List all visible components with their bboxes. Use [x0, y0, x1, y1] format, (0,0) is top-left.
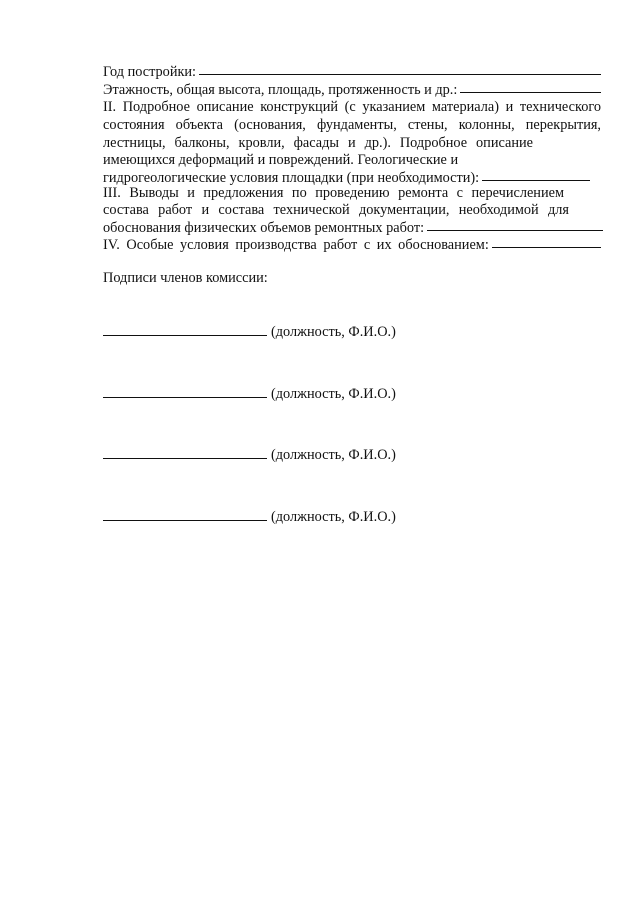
building-params-blank	[460, 80, 601, 93]
year-built-label: Год постройки:	[103, 64, 197, 80]
section-2-line-5: гидрогеологические условия площадки (при необходимости):	[103, 170, 480, 186]
year-built-row	[103, 63, 601, 81]
geology-blank	[482, 168, 590, 181]
repair-works-blank	[427, 218, 603, 231]
signature-row	[103, 323, 396, 341]
building-params-row	[103, 81, 601, 99]
signature-line	[103, 323, 267, 336]
building-params-label: Этажность, общая высота, площадь, протяженность и др.:	[103, 82, 458, 98]
section-3-line-1: III. Выводы и предложения по проведению ремонта с перечислением	[103, 185, 564, 201]
section-2-line-1: II. Подробное описание конструкций (с указанием материала) и технического	[103, 99, 601, 115]
signature-caption: (должность, Ф.И.О.)	[271, 386, 396, 402]
section-2-line-4: имеющихся деформаций и повреждений. Геологические и	[103, 152, 459, 168]
signature-row	[103, 508, 396, 526]
section-2-line-3: лестницы, балконы, кровли, фасады и др.). Подробное описание	[103, 135, 533, 151]
section-4-row	[103, 236, 601, 254]
signatures-heading: Подписи членов комиссии:	[103, 270, 268, 286]
signature-line	[103, 446, 267, 459]
signature-line	[103, 385, 267, 398]
year-built-blank	[199, 62, 601, 75]
section-2-line-2: состояния объекта (основания, фундаменты, стены, колонны, перекрытия,	[103, 117, 601, 133]
section-3-line-3: обоснования физических объемов ремонтных работ:	[103, 220, 425, 236]
signature-caption: (должность, Ф.И.О.)	[271, 509, 396, 525]
signature-caption: (должность, Ф.И.О.)	[271, 324, 396, 340]
signature-row	[103, 446, 396, 464]
section-4-line-1: IV. Особые условия производства работ с их обоснованием:	[103, 237, 489, 253]
signature-line	[103, 508, 267, 521]
special-conditions-blank	[492, 235, 601, 248]
signature-row	[103, 385, 396, 403]
signature-caption: (должность, Ф.И.О.)	[271, 447, 396, 463]
section-3-line-2: состава работ и состава технической документации, необходимой для	[103, 202, 569, 218]
